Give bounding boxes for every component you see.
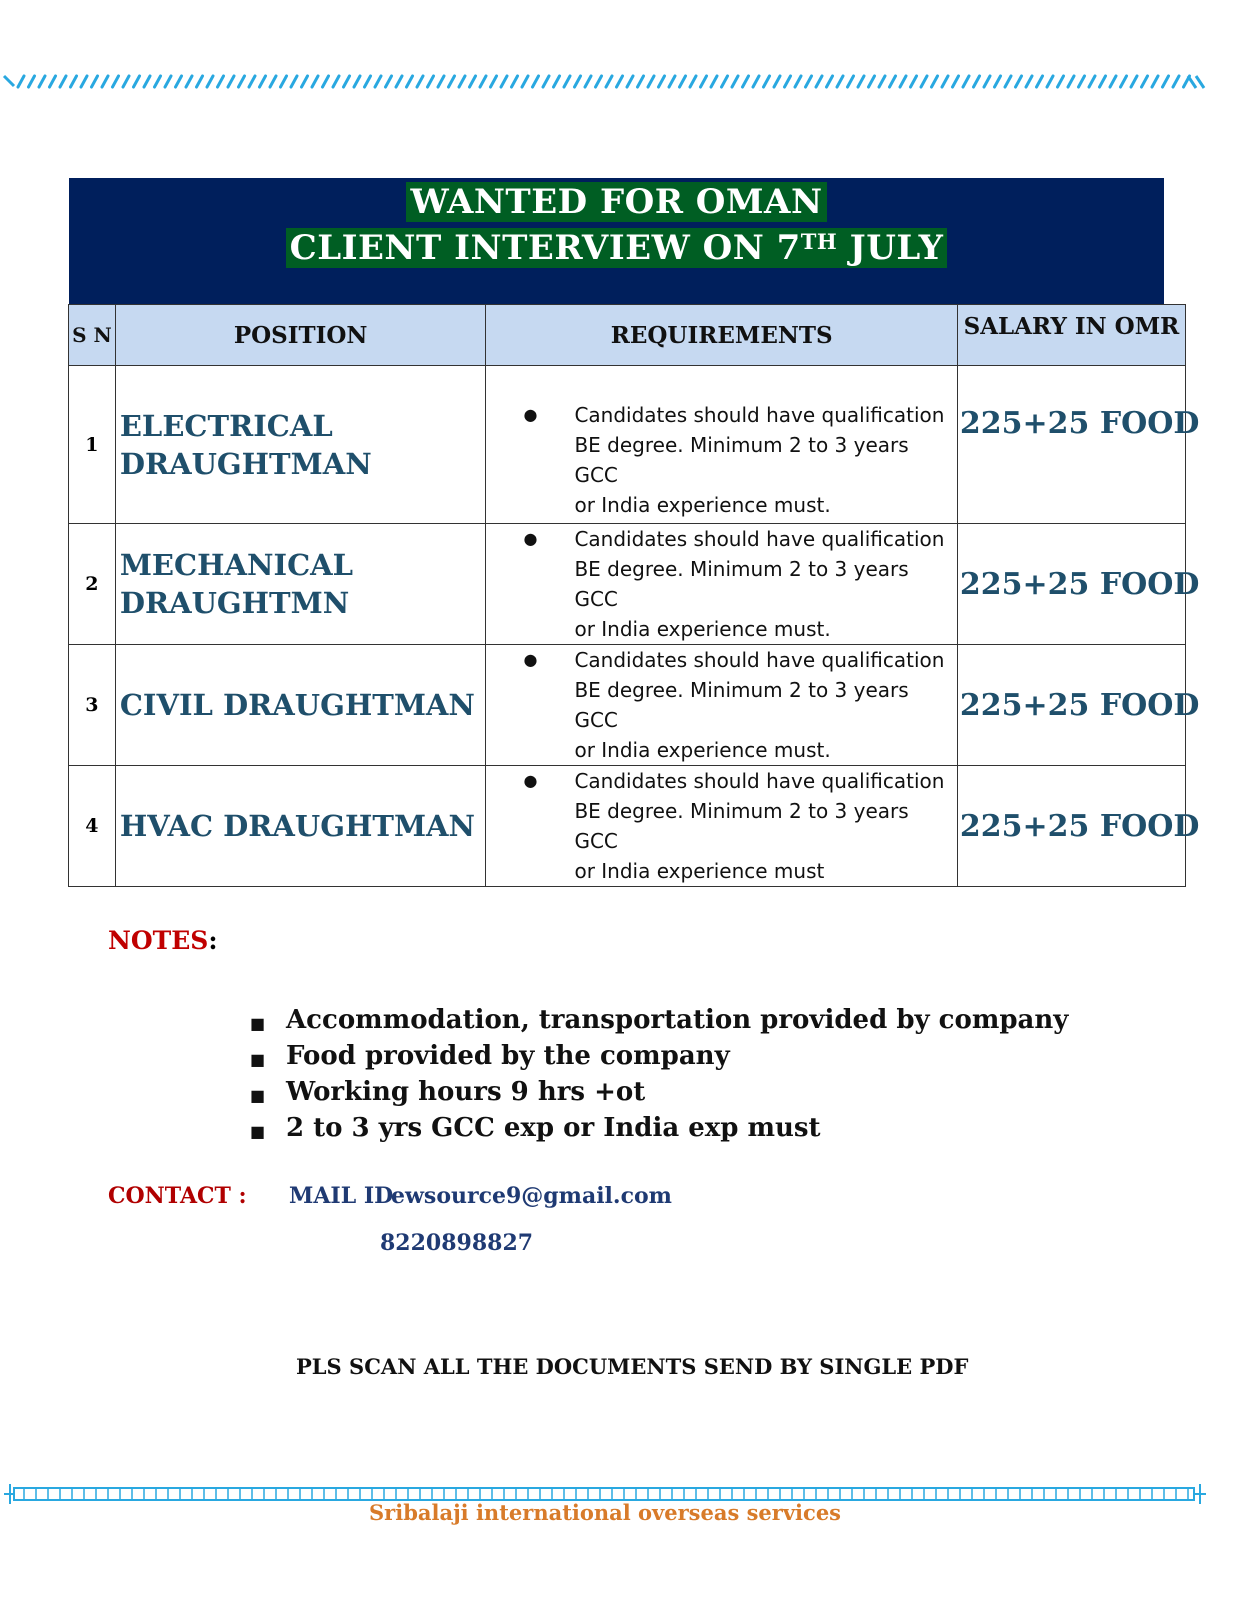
row-salary: 225+25 FOOD xyxy=(957,366,1185,524)
title-banner xyxy=(69,178,1164,306)
row-salary: 225+25 FOOD xyxy=(957,645,1185,766)
row-position: HVAC DRAUGHTMAN xyxy=(115,766,486,887)
square-bullet-icon: ■ xyxy=(250,1050,266,1069)
top-decorative-border xyxy=(0,68,1236,96)
square-bullet-icon: ■ xyxy=(250,1014,266,1033)
table-row xyxy=(69,366,1186,524)
banner-title: WANTED FOR OMAN xyxy=(406,182,826,222)
phone-number[interactable]: 8220898827 xyxy=(380,1230,534,1256)
banner-subtitle: CLIENT INTERVIEW ON 7TH JULY xyxy=(286,228,948,268)
bullet-icon: ● xyxy=(523,650,538,669)
row-requirements: ● Candidates should have qualification BE degree. Minimum 2 to 3 years GCC or India experience must. xyxy=(486,366,957,524)
table-row xyxy=(69,766,1186,887)
row-sn: 4 xyxy=(69,766,116,887)
footer-company-name: Sribalaji international overseas services xyxy=(368,1500,842,1525)
list-item: ■ Food provided by the company xyxy=(250,1040,1068,1076)
row-salary: 225+25 FOOD xyxy=(957,766,1185,887)
row-position: MECHANICAL DRAUGHTMN xyxy=(115,524,486,645)
row-position: CIVIL DRAUGHTMAN xyxy=(115,645,486,766)
list-item: ■ 2 to 3 yrs GCC exp or India exp must xyxy=(250,1112,1068,1148)
table-row xyxy=(69,645,1186,766)
table-header-row xyxy=(69,305,1186,366)
square-bullet-icon: ■ xyxy=(250,1086,266,1105)
notes-heading: NOTES: xyxy=(108,926,218,955)
scan-instruction: PLS SCAN ALL THE DOCUMENTS SEND BY SINGLE PDF xyxy=(296,1354,969,1379)
email-address[interactable]: ewsource9@gmail.com xyxy=(391,1183,672,1209)
positions-table xyxy=(68,304,1200,887)
square-bullet-icon: ■ xyxy=(250,1122,266,1141)
row-requirements: ● Candidates should have qualification BE degree. Minimum 2 to 3 years GCC or India experience must xyxy=(486,766,957,887)
row-sn: 3 xyxy=(69,645,116,766)
row-sn: 1 xyxy=(69,366,116,524)
bullet-icon: ● xyxy=(523,405,538,424)
row-requirements: ● Candidates should have qualification BE degree. Minimum 2 to 3 years GCC or India experience must. xyxy=(486,645,957,766)
row-position: ELECTRICAL DRAUGHTMAN xyxy=(115,366,486,524)
header-salary: SALARY IN OMR xyxy=(957,305,1185,366)
row-requirements: ● Candidates should have qualification BE degree. Minimum 2 to 3 years GCC or India experience must. xyxy=(486,524,957,645)
notes-list xyxy=(250,1004,1068,1148)
list-item: ■ Working hours 9 hrs +ot xyxy=(250,1076,1068,1112)
mail-id-label: MAIL ID xyxy=(289,1183,394,1209)
contact-label: CONTACT : xyxy=(108,1183,247,1209)
table-row xyxy=(69,524,1186,645)
bullet-icon: ● xyxy=(523,771,538,790)
bullet-icon: ● xyxy=(523,529,538,548)
row-sn: 2 xyxy=(69,524,116,645)
header-requirements: REQUIREMENTS xyxy=(486,305,957,366)
list-item: ■ Accommodation, transportation provided by company xyxy=(250,1004,1068,1040)
header-position: POSITION xyxy=(115,305,486,366)
header-sn: S N xyxy=(69,305,116,366)
row-salary: 225+25 FOOD xyxy=(957,524,1185,645)
